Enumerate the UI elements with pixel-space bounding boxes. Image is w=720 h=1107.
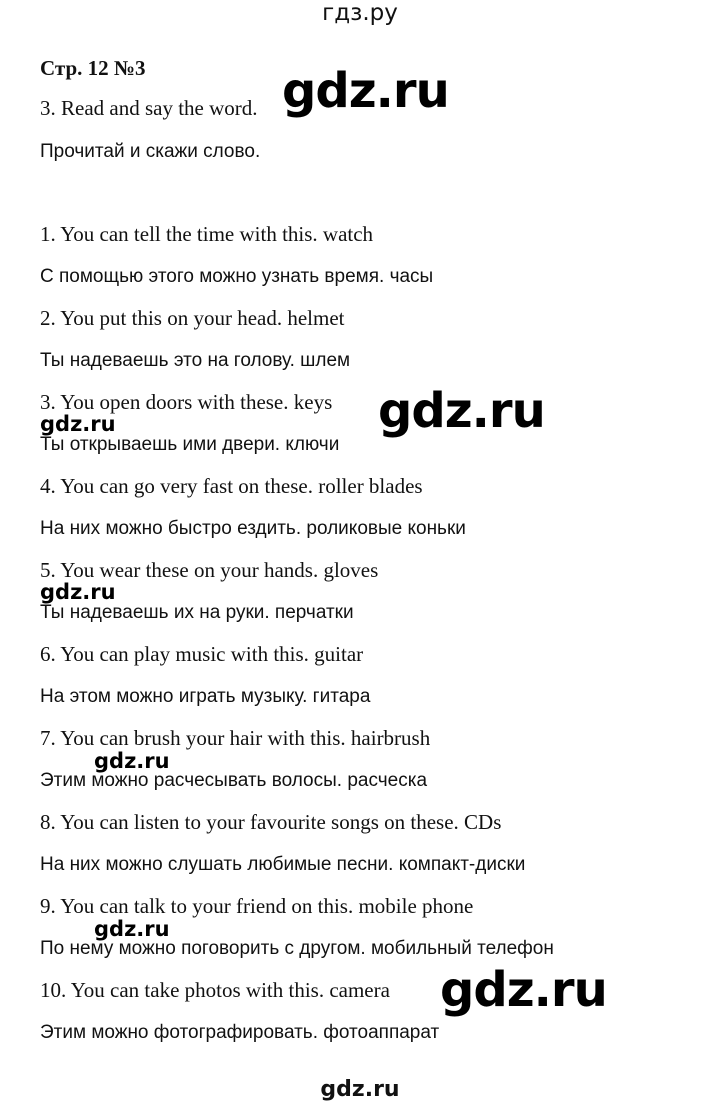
item-1-en: 1. You can tell the time with this. watch xyxy=(40,222,374,246)
item-3-en: 3. You open doors with these. keys xyxy=(40,390,333,414)
task-instruction-ru: Прочитай и скажи слово. xyxy=(40,141,261,162)
item-2-ru: Ты надеваешь это на голову. шлем xyxy=(40,350,351,371)
item-5-ru: Ты надеваешь их на руки. перчатки xyxy=(40,602,354,623)
item-10-ru: Этим можно фотографировать. фотоаппарат xyxy=(40,1022,440,1043)
item-10-en: 10. You can take photos with this. camera xyxy=(40,978,390,1002)
item-8-en: 8. You can listen to your favourite songs on these. CDs xyxy=(40,810,502,834)
item-6-ru: На этом можно играть музыку. гитара xyxy=(40,686,371,707)
watermark-small: gdz.ru xyxy=(94,917,170,941)
item-7-en: 7. You can brush your hair with this. hairbrush xyxy=(40,726,431,750)
item-9-ru: По нему можно поговорить с другом. мобильный телефон xyxy=(40,938,554,959)
watermark-small: gdz.ru xyxy=(94,749,170,773)
item-1-ru: С помощью этого можно узнать время. часы xyxy=(40,266,434,287)
item-5-en: 5. You wear these on your hands. gloves xyxy=(40,558,379,582)
item-6-en: 6. You can play music with this. guitar xyxy=(40,642,364,666)
item-7-ru: Этим можно расчесывать волосы. расческа xyxy=(40,770,428,791)
item-3-ru: Ты открываешь ими двери. ключи xyxy=(40,434,340,455)
watermark-small: gdz.ru xyxy=(40,412,116,436)
watermark-large: gdz.ru xyxy=(440,962,607,1018)
watermark-small: gdz.ru xyxy=(40,580,116,604)
item-4-en: 4. You can go very fast on these. roller blades xyxy=(40,474,423,498)
task-instruction-en: 3. Read and say the word. xyxy=(40,96,258,120)
item-2-en: 2. You put this on your head. helmet xyxy=(40,306,345,330)
item-9-en: 9. You can talk to your friend on this. mobile phone xyxy=(40,894,474,918)
watermark-large: gdz.ru xyxy=(282,63,449,119)
item-8-ru: На них можно слушать любимые песни. компакт-диски xyxy=(40,854,526,875)
page-heading: Стр. 12 №3 xyxy=(40,56,146,80)
watermark-large: gdz.ru xyxy=(378,383,545,439)
site-header: гдз.ру xyxy=(322,0,398,26)
site-footer: gdz.ru xyxy=(320,1077,400,1102)
item-4-ru: На них можно быстро ездить. роликовые коньки xyxy=(40,518,466,539)
